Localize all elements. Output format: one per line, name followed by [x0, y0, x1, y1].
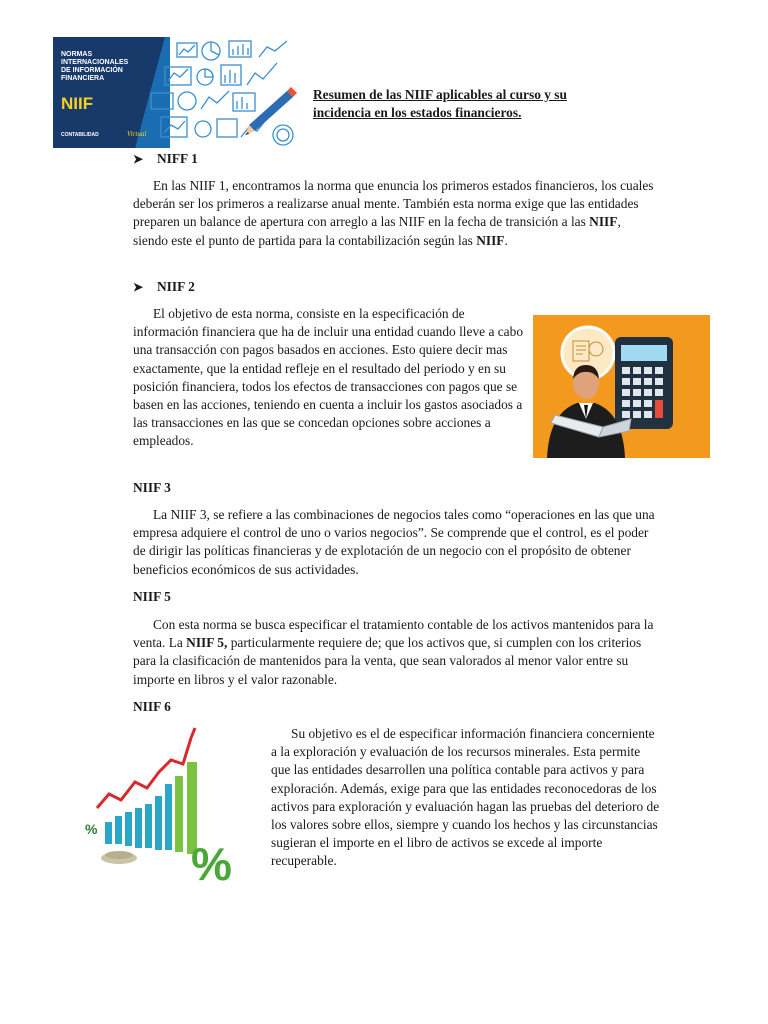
section-heading-niif1: ➤ NIFF 1	[133, 151, 198, 166]
arrowhead-bullet-icon: ➤	[133, 280, 144, 294]
section-heading-niif5: NIIF 5	[133, 589, 171, 604]
arrowhead-bullet-icon: ➤	[133, 152, 144, 166]
businessman-calculator-image	[533, 315, 710, 458]
paragraph-niif3: La NIIF 3, se refiere a las combinaciones de negocios tales como “operaciones en las que una empresa adquiere el control de uno o varios negocios”. Se comprende que el control, es el poder de dirigir las políticas financieras y de explotación de un negocio con el propósito de obtener beneficios económicos de sus actividades.	[133, 507, 655, 577]
paragraph-niif2: El objetivo de esta norma, consiste en la especificación de información financiera que ha de incluir una entidad cuando lleve a cabo una transacción con pagos basados en acciones. Esto quiere decir mas exactamente, que la entidad refleje en el resultado del periodo y en su posición financiera, todos los efectos de transacciones con pagos que se basen en las acciones, teniendo en cuenta a incluir los gastos asociados a las transacciones en las que se concedan opciones sobre acciones a empleados.	[133, 306, 524, 449]
banner-brand: NIIF	[61, 94, 94, 113]
page-title: Resumen de las NIIF aplicables al curso y su incidencia en los estados financieros.	[313, 87, 567, 120]
svg-text:%: %	[191, 838, 232, 886]
finance-doodles-image	[141, 37, 301, 148]
section-heading-niif3: NIIF 3	[133, 480, 171, 495]
svg-text:%: %	[85, 821, 98, 837]
paragraph-niif6: Su objetivo es el de especificar información financiera concerniente a la exploración y evaluación de los recursos minerales. Esta permite que las entidades desarrollen una política contable para activos y para exploración. Además, exige para que las entidades reconocedoras de los activos para exploración y evaluación hagan las pruebas del deterioro de los valores sobre ellos, siempre y cuando los hechos y las circunstancias sugieran el importe en el libro de activos se excede al importe recuperable.	[271, 726, 660, 869]
banner-title: NORMAS INTERNACIONALES DE INFORMACIÓN FINANCIERA	[61, 51, 129, 82]
paragraph-niif5: Con esta norma se busca especificar el tratamiento contable de los activos mantenidos para la venta. La NIIF 5, particularmente requiere de; que los activos que, si cumplen con los criterios para la clasificación de mantenidos para la venta, que sean valorados al menor valor entre su importe en libros y el valor razonable.	[133, 617, 654, 687]
section-heading-niif6: NIIF 6	[133, 699, 171, 714]
growth-bar-chart-image	[79, 724, 239, 886]
banner-virtual: Virtual	[127, 130, 147, 138]
paragraph-niif1: En las NIIF 1, encontramos la norma que enuncia los primeros estados financieros, los cuales deberán ser los primeros a realizarse anual mente. También esta norma exige que las entidades preparen un balance de apertura con arreglo a las NIIF en la fecha de transición a las NIIF, siendo este el punto de partida para la contabilización según las NIIF.	[133, 178, 654, 248]
banner-footer: CONTABILIDAD	[61, 132, 99, 138]
section-heading-niif2: ➤ NIIF 2	[133, 279, 195, 294]
